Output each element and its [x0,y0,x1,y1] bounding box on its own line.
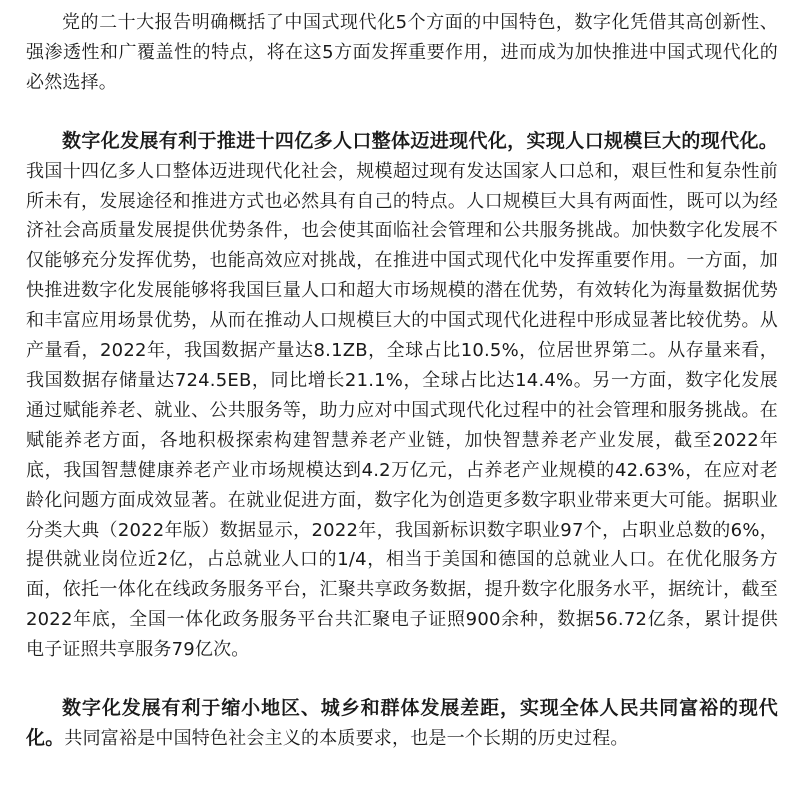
paragraph-body: 党的二十大报告明确概括了中国式现代化5个方面的中国特色，数字化凭借其高创新性、强渗透性和广覆盖性的特点，将在这5方面发挥重要作用，进而成为加快推进中国式现代化的必然选择。 [26,12,778,93]
document-page [26,8,778,754]
paragraph-lead: 数字化发展有利于推进十四亿多人口整体迈进现代化，实现人口规模巨大的现代化。 [62,129,778,152]
paragraph-common-prosperity [26,694,778,754]
paragraph-body: 我国十四亿多人口整体迈进现代化社会，规模超过现有发达国家人口总和，艰巨性和复杂性前所未有，发展途径和推进方式也必然具有自己的特点。人口规模巨大具有两面性，既可以为经济社会高质量发展提供优势条件，也会使其面临社会管理和公共服务挑战。加快数字化发展不仅能够充分发挥优势，也能高效应对挑战，在推进中国式现代化中发挥重要作用。一方面，加快推进数字化发展能够将我国巨量人口和超大市场规模的潜在优势，有效转化为海量数据优势和丰富应用场景优势，从而在推动人口规模巨大的中国式现代化进程中形成显著比较优势。从产量看，2022年，我国数据产量达8.1ZB，全球占比10.5%，位居世界第二。从存量来看，我国数据存储量达724.5EB，同比增长21.1%，全球占比达14.4%。另一方面，数字化发展通过赋能养老、就业、公共服务等，助力应对中国式现代化过程中的社会管理和服务挑战。在赋能养老方面，各地积极探索构建智慧养老产业链，加快智慧养老产业发展，截至2022年底，我国智慧健康养老产业市场规模达到4.2万亿元，占养老产业规模的42.63%，在应对老龄化问题方面成效显著。在就业促进方面，数字化为创造更多数字职业带来更大可能。据职业分类大典（2022年版）数据显示，2022年，我国新标识数字职业97个，占职业总数的6%，提供就业岗位近2亿，占总就业人口的1/4，相当于美国和德国的总就业人口。在优化服务方面，依托一体化在线政务服务平台，汇聚共享政务数据，提升数字化服务水平，据统计，截至2022年底，全国一体化政务服务平台共汇聚电子证照900余种，数据56.72亿条，累计提供电子证照共享服务79亿次。 [26,160,778,661]
paragraph-population [26,127,778,665]
paragraph-intro [26,8,778,98]
paragraph-body: 共同富裕是中国特色社会主义的本质要求，也是一个长期的历史过程。 [64,727,629,749]
paragraph-lead: 数字化发展有利于缩小地区、城乡和群体发展差距，实现全体人民共同富裕的现代化。 [26,697,778,749]
